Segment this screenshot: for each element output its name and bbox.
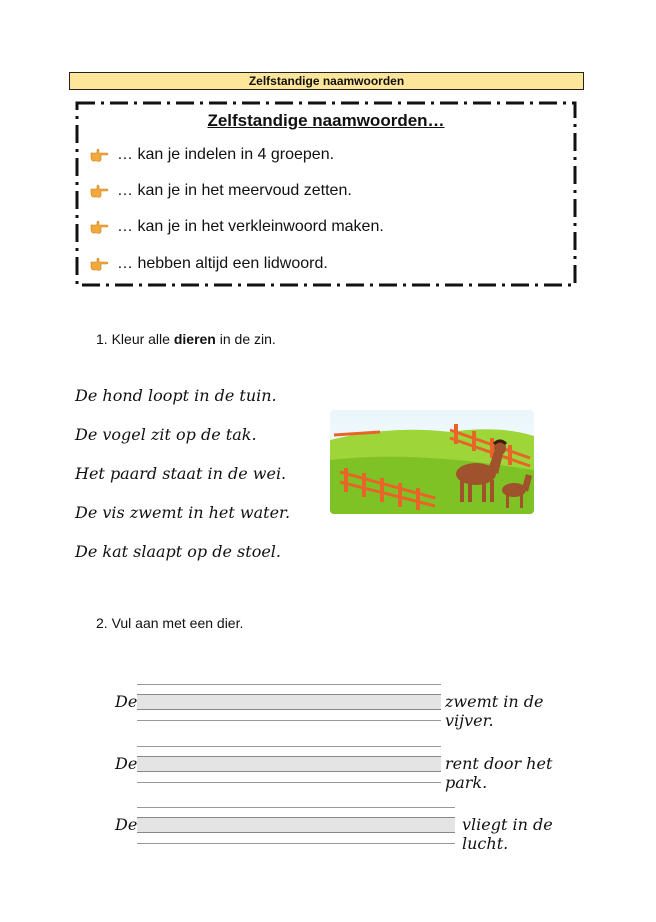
pointing-hand-icon xyxy=(89,147,109,163)
page-header: Zelfstandige naamwoorden xyxy=(69,72,584,90)
info-box xyxy=(75,101,577,287)
sentence[interactable]: De vis zwemt in het water. xyxy=(75,503,291,522)
rule-text: … hebben altijd een lidwoord. xyxy=(117,255,328,272)
rule-item xyxy=(89,146,334,164)
exercise-2-instruction xyxy=(96,615,243,631)
pointing-hand-icon xyxy=(89,183,109,199)
pointing-hand-icon xyxy=(89,219,109,235)
rule-item xyxy=(89,182,352,200)
row-end: zwemt in de vijver. xyxy=(445,692,544,730)
info-title: Zelfstandige naamwoorden… xyxy=(207,111,445,130)
rule-text: … kan je in het meervoud zetten. xyxy=(117,182,352,199)
row-start: De xyxy=(115,815,138,834)
sentence[interactable]: Het paard staat in de wei. xyxy=(75,464,287,483)
rule-item xyxy=(89,255,328,273)
instruction-text: Vul aan met een dier. xyxy=(111,615,244,631)
row-end: rent door het park. xyxy=(445,754,553,792)
instruction-text: in de zin. xyxy=(215,331,276,347)
fill-in-row xyxy=(115,684,595,744)
instruction-text: Kleur alle xyxy=(111,331,174,347)
rule-text: … kan je in het verkleinwoord maken. xyxy=(117,218,384,235)
sentence[interactable]: De hond loopt in de tuin. xyxy=(75,386,277,405)
exercise-number: 2. xyxy=(96,615,108,631)
exercise-1-instruction xyxy=(96,331,276,347)
exercise-number: 1. xyxy=(96,331,108,347)
sentence[interactable]: De kat slaapt op de stoel. xyxy=(75,542,281,561)
sentence[interactable]: De vogel zit op de tak. xyxy=(75,425,257,444)
fill-in-row xyxy=(115,807,595,867)
horses-image xyxy=(330,410,534,514)
row-start: De xyxy=(115,754,138,773)
pointing-hand-icon xyxy=(89,256,109,272)
fill-in-row xyxy=(115,746,595,806)
row-start: De xyxy=(115,692,138,711)
rule-item xyxy=(89,218,384,236)
row-end: vliegt in de lucht. xyxy=(462,815,553,853)
rule-text: … kan je indelen in 4 groepen. xyxy=(117,146,335,163)
instruction-bold: dieren xyxy=(173,331,216,347)
